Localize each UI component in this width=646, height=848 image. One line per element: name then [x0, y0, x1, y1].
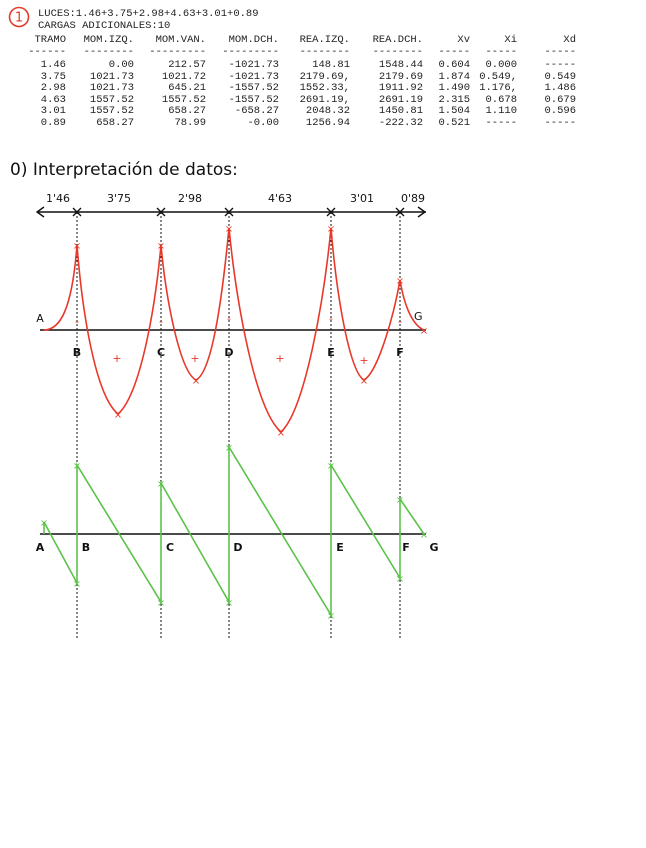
table-cell: 1021.72 [161, 70, 206, 83]
table-cell: 78.99 [174, 116, 206, 129]
table-cell: 4.63 [40, 93, 66, 106]
moment-point-mark: × [359, 376, 369, 387]
moment-point-mark: × [224, 224, 234, 235]
plus-sign: + [275, 352, 285, 365]
cargas-line: CARGAS ADICIONALES:10 [38, 20, 171, 32]
shear-point-mark: × [395, 574, 405, 585]
table-cell: 658.27 [96, 116, 134, 129]
span-label: 4'63 [267, 192, 293, 205]
table-cell: 1.504 [438, 105, 470, 117]
table-cell: 2691.19, [299, 93, 350, 106]
table-cell: 1.176, [479, 82, 517, 94]
table-cell: 1.110 [485, 105, 517, 117]
plus-sign: + [190, 352, 200, 365]
moment-point-mark: × [419, 326, 429, 337]
shear-point-mark: × [224, 598, 234, 609]
table-cell: -1557.52 [228, 82, 279, 94]
span-label: 2'98 [177, 192, 203, 205]
table-cell: 1021.73 [89, 70, 134, 83]
table-divider: ------ [28, 45, 66, 58]
shear-point-mark: × [326, 611, 336, 622]
table-cell: 2.98 [40, 82, 66, 94]
minus-sign: - [398, 315, 402, 328]
table-header: REA.IZQ. [299, 34, 350, 46]
moment-point-mark: × [276, 428, 286, 439]
shear-line [44, 447, 424, 615]
span-label: 3'01 [349, 192, 375, 205]
table-cell: 0.000 [485, 59, 517, 71]
moment-label-right: G [414, 310, 423, 323]
table-cell: 3.01 [40, 105, 66, 117]
table-header: Xv [457, 34, 470, 46]
table-cell: 1021.73 [89, 82, 134, 94]
table-divider: ----- [438, 45, 470, 58]
span-label: 3'75 [106, 192, 132, 205]
table-cell: 1557.52 [161, 93, 206, 106]
table-cell: 1.46 [40, 59, 66, 71]
table-divider: ----- [485, 45, 517, 58]
shear-point-mark: × [72, 461, 82, 472]
shear-point-mark: × [39, 518, 49, 529]
moment-support-label: D [224, 346, 234, 359]
table-cell: 1.490 [438, 82, 470, 94]
table-divider: -------- [299, 45, 350, 58]
shear-point-mark: × [224, 443, 234, 454]
shear-point-mark: × [419, 530, 429, 541]
table-cell: ----- [544, 59, 576, 71]
table-cell: 3.75 [40, 70, 66, 83]
moment-point-mark: × [326, 224, 336, 235]
shear-support-label: E [336, 541, 344, 554]
table-cell: 0.521 [438, 116, 470, 129]
plus-sign: + [359, 354, 369, 367]
table-cell: 0.549, [479, 70, 517, 83]
table-cell: 0.678 [485, 93, 517, 106]
shear-support-label: F [402, 541, 410, 554]
moment-support-label: F [396, 346, 404, 359]
plus-sign: + [112, 352, 122, 365]
table-cell: 1256.94 [305, 116, 350, 129]
table-cell: -222.32 [378, 116, 423, 129]
table-divider: -------- [372, 45, 423, 58]
table-cell: 658.27 [168, 105, 206, 117]
table-cell: 1552.33, [299, 82, 350, 94]
table-cell: 1548.44 [378, 59, 423, 71]
table-cell: 0.679 [544, 93, 576, 106]
table-cell: -1021.73 [228, 59, 279, 71]
shear-support-label: D [233, 541, 243, 554]
table-cell: 0.89 [40, 116, 66, 129]
table-divider: --------- [149, 45, 206, 58]
table-cell: 1.874 [438, 70, 470, 83]
minus-sign: - [227, 312, 231, 325]
shear-point-mark: × [156, 598, 166, 609]
table-cell: -658.27 [234, 105, 279, 117]
luces-line: LUCES:1.46+3.75+2.98+4.63+3.01+0.89 [38, 8, 259, 20]
table-cell: ----- [485, 116, 517, 129]
table-cell: 1450.81 [378, 105, 423, 117]
table-header: Xi [504, 34, 517, 46]
table-cell: 2048.32 [305, 105, 350, 117]
shear-support-label: A [35, 541, 45, 554]
moment-point-mark: × [113, 410, 123, 421]
shear-support-label: C [165, 541, 175, 554]
table-cell: -1557.52 [228, 93, 279, 106]
table-cell: 2.315 [438, 93, 470, 106]
table-cell: 1.486 [544, 82, 576, 94]
shear-point-mark: × [395, 495, 405, 506]
table-divider: --------- [222, 45, 279, 58]
table-cell: 1557.52 [89, 93, 134, 106]
table-cell: 2179.69 [378, 70, 423, 83]
table-cell: 645.21 [168, 82, 206, 94]
table-cell: 0.596 [544, 105, 576, 117]
table-cell: 1557.52 [89, 105, 134, 117]
table-cell: 0.00 [108, 59, 134, 71]
moment-point-mark: × [395, 276, 405, 287]
table-cell: 148.81 [312, 59, 350, 71]
table-cell: 0.549 [544, 70, 576, 83]
table-header: MOM.VAN. [155, 34, 206, 46]
moment-support-label: B [72, 346, 82, 359]
table-cell: -1021.73 [228, 70, 279, 83]
table-cell: 2179.69, [299, 70, 350, 83]
table-cell: -0.00 [247, 116, 279, 129]
shear-point-mark: × [326, 461, 336, 472]
shear-support-label: G [429, 541, 439, 554]
shear-support-label: B [81, 541, 91, 554]
shear-point-mark: × [156, 479, 166, 490]
table-cell: 212.57 [168, 59, 206, 71]
table-cell: 0.604 [438, 59, 470, 71]
table-header: MOM.IZQ. [83, 34, 134, 46]
moment-label-left: A [36, 312, 44, 325]
table-cell: 2691.19 [378, 93, 423, 106]
minus-sign: - [75, 315, 79, 328]
moment-support-label: C [156, 346, 166, 359]
table-header: REA.DCH. [372, 34, 423, 46]
table-cell: ----- [544, 116, 576, 129]
number-label: 1 [14, 10, 24, 26]
span-label: 0'89 [400, 192, 426, 205]
table-header: TRAMO [34, 34, 66, 46]
table-divider: ----- [544, 45, 576, 58]
minus-sign: - [159, 315, 163, 328]
moment-point-mark: × [191, 376, 201, 387]
section-title: 0) Interpretación de datos: [10, 160, 238, 180]
moment-point-mark: × [156, 241, 166, 252]
shear-point-mark: × [72, 579, 82, 590]
table-header: Xd [563, 34, 576, 46]
moment-point-mark: × [72, 241, 82, 252]
moment-support-label: E [327, 346, 335, 359]
table-cell: 1911.92 [378, 82, 423, 94]
table-divider: -------- [83, 45, 134, 58]
table-header: MOM.DCH. [228, 34, 279, 46]
span-label: 1'46 [45, 192, 71, 205]
minus-sign: - [329, 312, 333, 325]
